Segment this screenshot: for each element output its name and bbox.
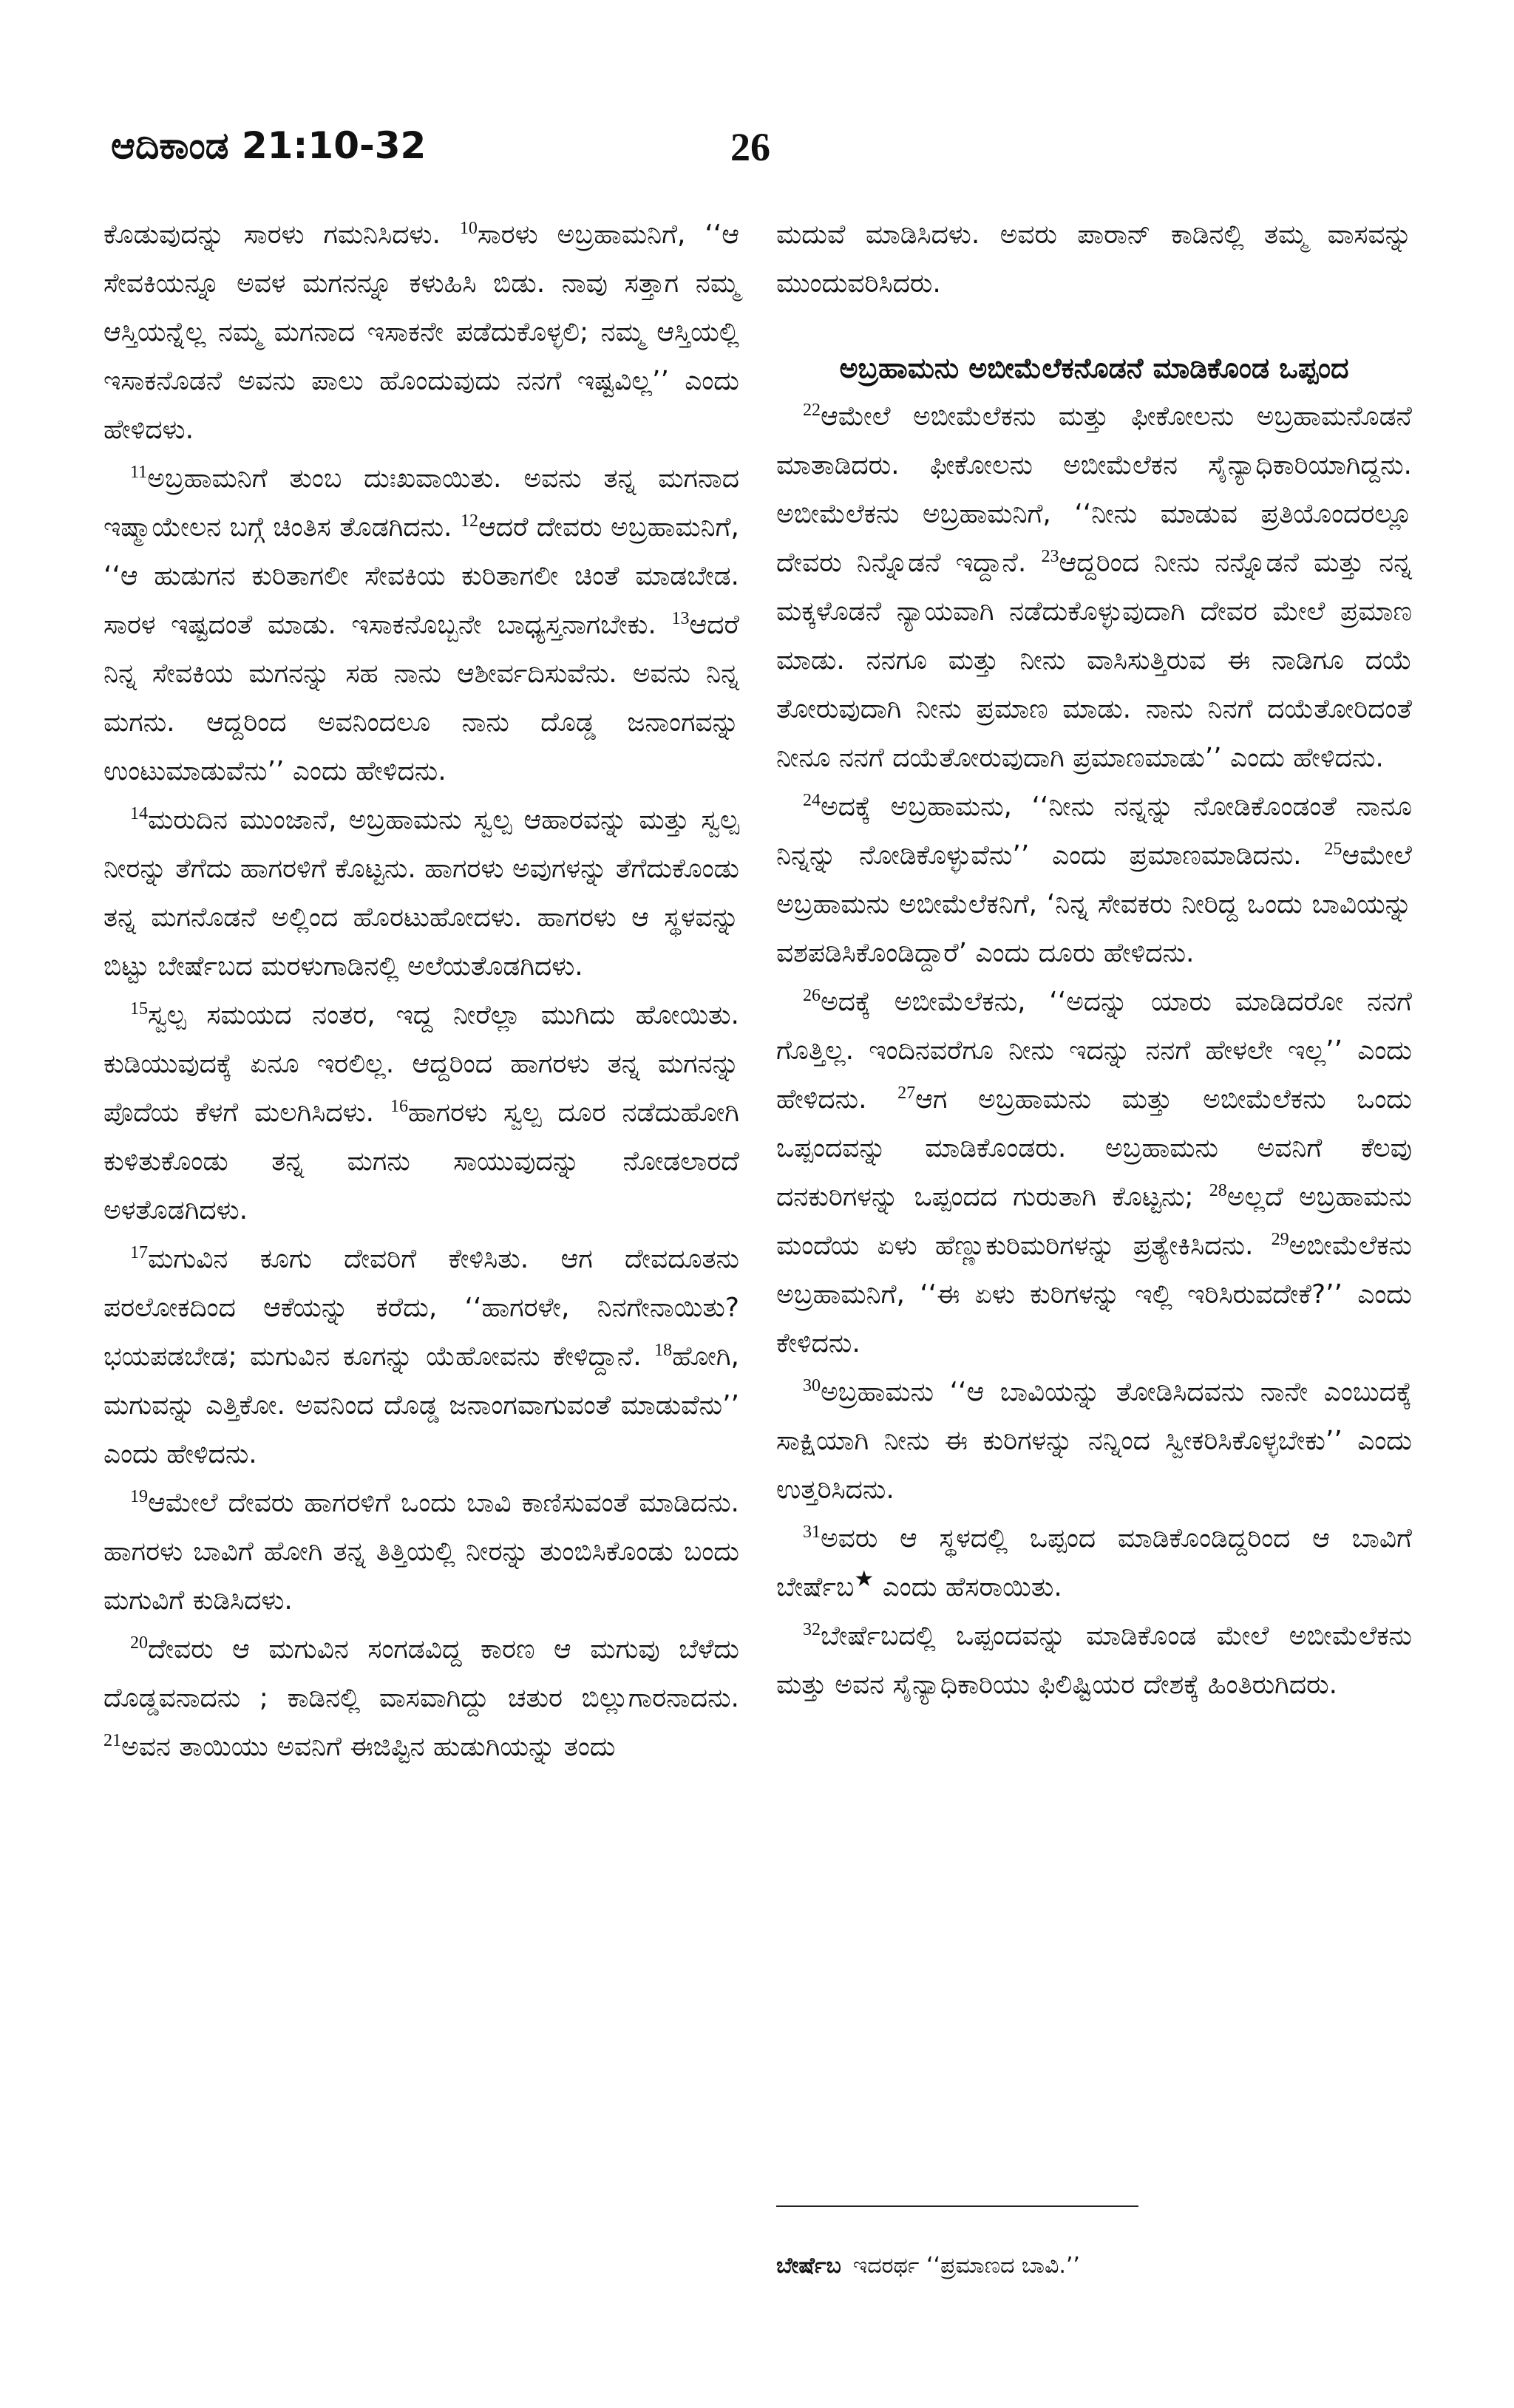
verse-text: ಅವರು ಆ ಸ್ಥಳದಲ್ಲಿ ಒಪ್ಪಂದ ಮಾಡಿಕೊಂಡಿದ್ದರಿಂದ ಆ ಬಾವಿಗೆ ಬೇರ್ಷೆಬ [776,1523,1412,1602]
verse-text: ಮರುದಿನ ಮುಂಜಾನೆ, ಅಬ್ರಹಾಮನು ಸ್ವಲ್ಪ ಆಹಾರವನ್ನು ಮತ್ತು ಸ್ವಲ್ಪ ನೀರನ್ನು ತೆಗೆದು ಹಾಗರಳಿಗೆ ಕೊಟ್ಟನು. ಹಾಗರಳು ಅವುಗಳನ್ನು ತೆಗೆದುಕೊಂಡು ತನ್ನ ಮಗನೊಡನೆ ಅಲ್ಲಿಂದ ಹೊರಟುಹೋದಳು. ಹಾಗರಳು ಆ ಸ್ಥಳವನ್ನು ಬಿಟ್ಟು ಬೇರ್ಷೆಬದ ಮರಳುಗಾಡಿನಲ್ಲಿ ಅಲೆಯತೊಡಗಿದಳು. [103,805,739,982]
verse-number: 27 [897,1084,916,1103]
verse-number: 25 [1324,840,1342,859]
verse-number: 20 [130,1633,148,1653]
verse-text: ಅಬ್ರಹಾಮನಿಗೆ ತುಂಬ ದುಃಖವಾಯಿತು. ಅವನು ತನ್ನ ಮಗನಾದ ಇಷ್ಮಾಯೇಲನ ಬಗ್ಗೆ ಚಿಂತಿಸ ತೊಡಗಿದನು. [103,463,739,543]
verse-text: ಆಮೇಲೆ ಅಬ್ರಹಾಮನು ಅಬೀಮೆಲೆಕನಿಗೆ, ‘ನಿನ್ನ ಸೇವಕರು ನೀರಿದ್ದ ಒಂದು ಬಾವಿಯನ್ನು ವಶಪಡಿಸಿಕೊಂಡಿದ್ದಾರೆ’ ಎಂದು ದೂರು ಹೇಳಿದನು. [776,840,1412,968]
verse-number: 28 [1209,1181,1227,1200]
paragraph [776,211,1412,308]
verse-text: ಹಾಗರಳು ಸ್ವಲ್ಪ ದೂರ ನಡೆದುಹೋಗಿ ಕುಳಿತುಕೊಂಡು ತನ್ನ ಮಗನು ಸಾಯುವುದನ್ನು ನೋಡಲಾರದೆ ಅಳತೊಡಗಿದಳು. [103,1098,740,1225]
paragraph [103,1479,739,1625]
verse-number: 26 [803,986,821,1005]
verse-number: 18 [654,1341,673,1360]
verse-number: 12 [460,511,478,531]
verse-number: 24 [803,791,821,810]
verse-number: 21 [103,1731,121,1750]
section-heading: ಅಬ್ರಹಾಮನು ಅಬೀಮೆಲೆಕನೊಡನೆ ಮಾಡಿಕೊಂಡ ಒಪ್ಪಂದ [839,352,1349,384]
verse-text: ಮದುವೆ ಮಾಡಿಸಿದಳು. ಅವರು ಪಾರಾನ್ ಕಾಡಿನಲ್ಲಿ ತಮ್ಮ ವಾಸವನ್ನು ಮುಂದುವರಿಸಿದರು. [776,220,1412,299]
verse-text: ಅಬ್ರಹಾಮನು ‘‘ಆ ಬಾವಿಯನ್ನು ತೋಡಿಸಿದವನು ನಾನೇ ಎಂಬುದಕ್ಕೆ ಸಾಕ್ಷಿಯಾಗಿ ನೀನು ಈ ಕುರಿಗಳನ್ನು ನನ್ನಿಂದ ಸ್ವೀಕರಿಸಿಕೊಳ್ಳಬೇಕು’’ ಎಂದು ಉತ್ತರಿಸಿದನು. [776,1377,1412,1505]
verse-text: ಆದರೆ ನಿನ್ನ ಸೇವಕಿಯ ಮಗನನ್ನು ಸಹ ನಾನು ಆಶೀರ್ವದಿಸುವೆನು. ಅವನು ನಿನ್ನ ಮಗನು. ಆದ್ದರಿಂದ ಅವನಿಂದಲೂ ನಾನು ದೊಡ್ಡ ಜನಾಂಗವನ್ನು ಉಂಟುಮಾಡುವೆನು’’ ಎಂದು ಹೇಳಿದನು. [103,610,739,786]
verse-text: ಆಮೇಲೆ ದೇವರು ಹಾಗರಳಿಗೆ ಒಂದು ಬಾವಿ ಕಾಣಿಸುವಂತೆ ಮಾಡಿದನು. ಹಾಗರಳು ಬಾವಿಗೆ ಹೋಗಿ ತನ್ನ ತಿತ್ತಿಯಲ್ಲಿ ನೀರನ್ನು ತುಂಬಿಸಿಕೊಂಡು ಬಂದು ಮಗುವಿಗೆ ಕುಡಿಸಿದಳು. [103,1488,739,1616]
verse-number: 13 [671,609,690,628]
footnote [776,2250,1412,2282]
verse-number: 30 [803,1376,821,1395]
verse-text: ಎಂದು ಹೆಸರಾಯಿತು. [874,1572,1062,1602]
right-column [776,211,1412,1710]
paragraph [103,1235,739,1479]
footnote-term: ಬೇರ್ಷೆಬ [776,2253,841,2279]
verse-text: ಸಾರಳು ಅಬ್ರಹಾಮನಿಗೆ, ‘‘ಆ ಸೇವಕಿಯನ್ನೂ ಅವಳ ಮಗನನ್ನೂ ಕಳುಹಿಸಿ ಬಿಡು. ನಾವು ಸತ್ತಾಗ ನಮ್ಮ ಆಸ್ತಿಯನ್ನೆಲ್ಲ ನಮ್ಮ ಮಗನಾದ ಇಸಾಕನೇ ಪಡೆದುಕೊಳ್ಳಲಿ; ನಮ್ಮ ಆಸ್ತಿಯಲ್ಲಿ ಇಸಾಕನೊಡನೆ ಅವನು ಪಾಲು ಹೊಂದುವುದು ನನಗೆ ಇಷ್ಟವಿಲ್ಲ’’ ಎಂದು ಹೇಳಿದಳು. [103,220,739,445]
verse-text: ಬೇರ್ಷೆಬದಲ್ಲಿ ಒಪ್ಪಂದವನ್ನು ಮಾಡಿಕೊಂಡ ಮೇಲೆ ಅಬೀಮೆಲೆಕನು ಮತ್ತು ಅವನ ಸೈನ್ಯಾಧಿಕಾರಿಯು ಫಿಲಿಷ್ಟಿಯರ ದೇಶಕ್ಕೆ ಹಿಂತಿರುಗಿದರು. [776,1621,1412,1700]
paragraph [776,978,1412,1368]
footnote-star-icon: ★ [854,1566,875,1592]
running-title: ಆದಿಕಾಂಡ 21:10-32 [111,124,427,167]
paragraph [103,455,739,796]
paragraph [776,1514,1412,1612]
verse-text: ಆದರೆ ದೇವರು ಅಬ್ರಹಾಮನಿಗೆ, ‘‘ಆ ಹುಡುಗನ ಕುರಿತಾಗಲೀ ಸೇವಕಿಯ ಕುರಿತಾಗಲೀ ಚಿಂತೆ ಮಾಡಬೇಡ. ಸಾರಳ ಇಷ್ಟದಂತೆ ಮಾಡು. ಇಸಾಕನೊಬ್ಬನೇ ಬಾಧ್ಯಸ್ತನಾಗಬೇಕು. [103,512,739,640]
paragraph [103,1625,739,1772]
verse-text: ಅದಕ್ಕೆ ಅಬ್ರಹಾಮನು, ‘‘ನೀನು ನನ್ನನ್ನು ನೋಡಿಕೊಂಡಂತೆ ನಾನೂ ನಿನ್ನನ್ನು ನೋಡಿಕೊಳ್ಳುವೆನು’’ ಎಂದು ಪ್ರಮಾಣಮಾಡಿದನು. [776,792,1412,871]
verse-text: ಅಬೀಮೆಲೆಕನು ಅಬ್ರಹಾಮನಿಗೆ, ‘‘ಈ ಏಳು ಕುರಿಗಳನ್ನು ಇಲ್ಲಿ ಇರಿಸಿರುವದೇಕೆ?’’ ಎಂದು ಕೇಳಿದನು. [776,1231,1412,1358]
verse-number: 17 [130,1243,148,1262]
verse-text: ಅಲ್ಲದೆ ಅಬ್ರಹಾಮನು ಮಂದೆಯ ಏಳು ಹೆಣ್ಣುಕುರಿಮರಿಗಳನ್ನು ಪ್ರತ್ಯೇಕಿಸಿದನು. [776,1182,1412,1261]
verse-number: 14 [130,804,148,823]
paragraph [776,783,1412,978]
verse-number: 32 [803,1620,821,1639]
verse-text: ಮಗುವಿನ ಕೂಗು ದೇವರಿಗೆ ಕೇಳಿಸಿತು. ಆಗ ದೇವದೂತನು ಪರಲೋಕದಿಂದ ಆಕೆಯನ್ನು ಕರೆದು, ‘‘ಹಾಗರಳೇ, ನಿನಗೇನಾಯಿತು? ಭಯಪಡಬೇಡ; ಮಗುವಿನ ಕೂಗನ್ನು ಯೆಹೋವನು ಕೇಳಿದ್ದಾನೆ. [103,1244,739,1372]
verse-number: 16 [390,1097,408,1116]
left-column [103,211,739,1772]
verse-number: 10 [459,219,478,238]
verse-number: 15 [130,999,148,1018]
paragraph [776,1612,1412,1710]
verse-number: 29 [1271,1230,1289,1249]
verse-number: 23 [1041,547,1059,566]
verse-text: ಆಮೇಲೆ ಅಬೀಮೆಲೆಕನು ಮತ್ತು ಫೀಕೋಲನು ಅಬ್ರಹಾಮನೊಡನೆ ಮಾತಾಡಿದರು. ಫೀಕೋಲನು ಅಬೀಮೆಲೆಕನ ಸೈನ್ಯಾಧಿಕಾರಿಯಾಗಿದ್ದನು. ಅಬೀಮೆಲೆಕನು ಅಬ್ರಹಾಮನಿಗೆ, ‘‘ನೀನು ಮಾಡುವ ಪ್ರತಿಯೊಂದರಲ್ಲೂ ದೇವರು ನಿನ್ನೊಡನೆ ಇದ್ದಾನೆ. [776,401,1412,578]
verse-text: ಹೋಗಿ, ಮಗುವನ್ನು ಎತ್ತಿಕೋ. ಅವನಿಂದ ದೊಡ್ಡ ಜನಾಂಗವಾಗುವಂತೆ ಮಾಡುವೆನು’’ ಎಂದು ಹೇಳಿದನು. [103,1341,739,1469]
footnote-text: ಇದರರ್ಥ ‘‘ಪ್ರಮಾಣದ ಬಾವಿ.’’ [852,2253,1080,2279]
verse-text: ಅದಕ್ಕೆ ಅಬೀಮೆಲೆಕನು, ‘‘ಅದನ್ನು ಯಾರು ಮಾಡಿದರೋ ನನಗೆ ಗೊತ್ತಿಲ್ಲ. ಇಂದಿನವರೆಗೂ ನೀನು ಇದನ್ನು ನನಗೆ ಹೇಳಲೇ ಇಲ್ಲ’’ ಎಂದು ಹೇಳಿದನು. [776,987,1412,1115]
paragraph [776,392,1412,783]
paragraph [776,1368,1412,1514]
footnote-divider [776,2205,1138,2207]
verse-text: ಆಗ ಅಬ್ರಹಾಮನು ಮತ್ತು ಅಬೀಮೆಲೆಕನು ಒಂದು ಒಪ್ಪಂದವನ್ನು ಮಾಡಿಕೊಂಡರು. ಅಬ್ರಹಾಮನು ಅವನಿಗೆ ಕೆಲವು ದನಕುರಿಗಳನ್ನು ಒಪ್ಪಂದದ ಗುರುತಾಗಿ ಕೊಟ್ಟನು; [776,1084,1412,1212]
verse-text: ಸ್ವಲ್ಪ ಸಮಯದ ನಂತರ, ಇದ್ದ ನೀರೆಲ್ಲಾ ಮುಗಿದು ಹೋಯಿತು. ಕುಡಿಯುವುದಕ್ಕೆ ಏನೂ ಇರಲಿಲ್ಲ. ಆದ್ದರಿಂದ ಹಾಗರಳು ತನ್ನ ಮಗನನ್ನು ಪೊದೆಯ ಕೆಳಗೆ ಮಲಗಿಸಿದಳು. [103,1000,739,1128]
verse-text: ಅವನ ತಾಯಿಯು ಅವನಿಗೆ ಈಜಿಪ್ಟಿನ ಹುಡುಗಿಯನ್ನು ತಂದು [121,1732,616,1762]
verse-number: 22 [803,401,821,420]
verse-number: 19 [130,1487,148,1506]
paragraph [103,991,739,1235]
page-header [111,124,1442,183]
verse-number: 31 [803,1523,821,1542]
verse-text: ಆದ್ದರಿಂದ ನೀನು ನನ್ನೊಡನೆ ಮತ್ತು ನನ್ನ ಮಕ್ಕಳೊಡನೆ ನ್ಯಾಯವಾಗಿ ನಡೆದುಕೊಳ್ಳುವುದಾಗಿ ದೇವರ ಮೇಲೆ ಪ್ರಮಾಣ ಮಾಡು. ನನಗೂ ಮತ್ತು ನೀನು ವಾಸಿಸುತ್ತಿರುವ ಈ ನಾಡಿಗೂ ದಯೆ ತೋರುವುದಾಗಿ ನೀನು ಪ್ರಮಾಣ ಮಾಡು. ನಾನು ನಿನಗೆ ದಯೆತೋರಿದಂತೆ ನೀನೂ ನನಗೆ ದಯೆತೋರುವುದಾಗಿ ಪ್ರಮಾಣಮಾಡು’’ ಎಂದು ಹೇಳಿದನು. [776,548,1412,773]
verse-number: 11 [130,463,148,482]
verse-text: ದೇವರು ಆ ಮಗುವಿನ ಸಂಗಡವಿದ್ದ ಕಾರಣ ಆ ಮಗುವು ಬೆಳೆದು ದೊಡ್ಡವನಾದನು ; ಕಾಡಿನಲ್ಲಿ ವಾಸವಾಗಿದ್ದು ಚತುರ ಬಿಲ್ಲುಗಾರನಾದನು. [103,1634,739,1713]
verse-text: ಕೊಡುವುದನ್ನು ಸಾರಳು ಗಮನಿಸಿದಳು. [103,220,441,250]
paragraph [103,796,739,991]
page-number: 26 [730,125,770,169]
paragraph [103,211,739,455]
